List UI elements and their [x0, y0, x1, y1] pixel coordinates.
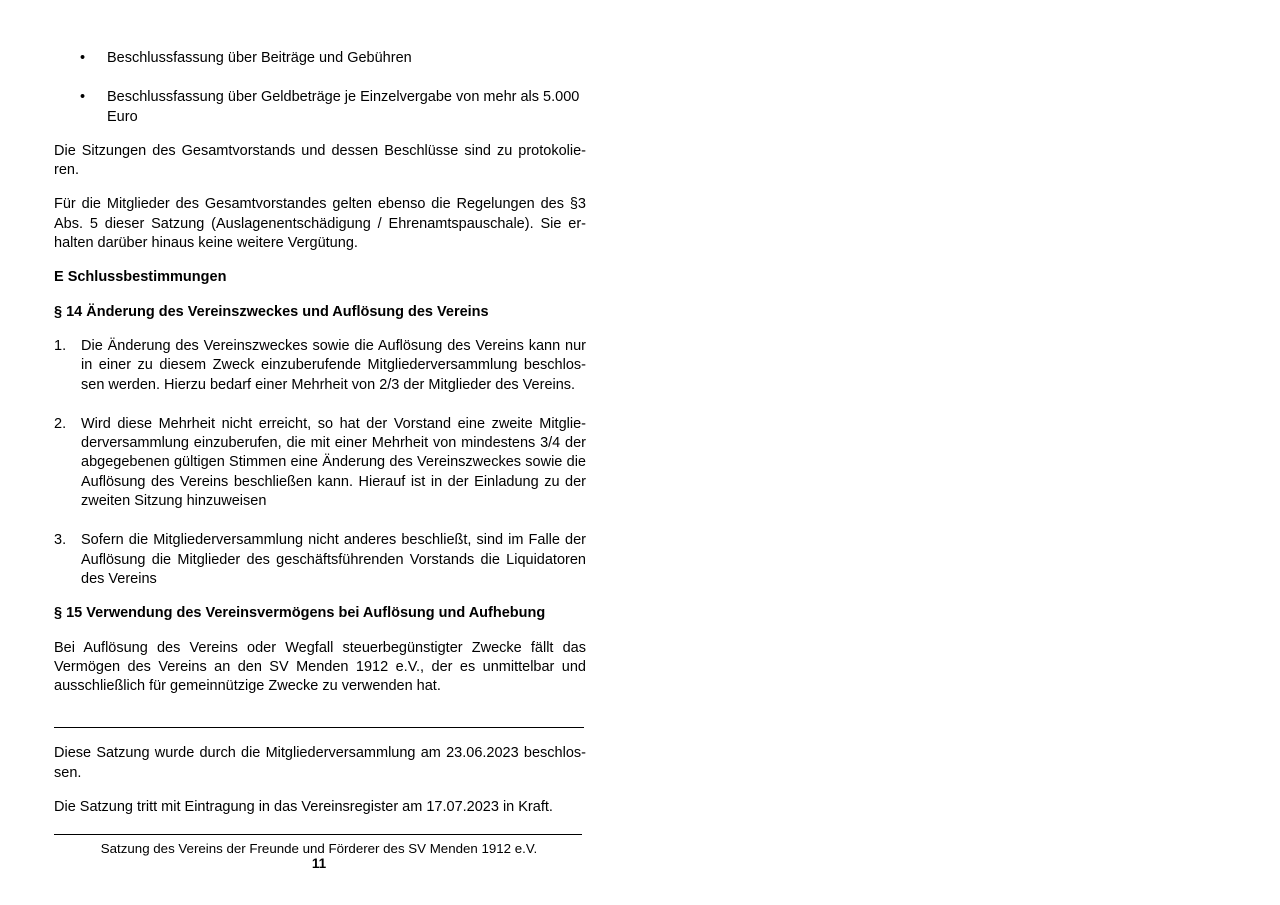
bullet-icon: • — [80, 50, 86, 66]
effective-note: Die Satzung tritt mit Eintragung in das Vereinsregister am 17.07.2023 in Kraft. — [54, 799, 553, 816]
footer-divider — [54, 834, 582, 835]
list-item — [54, 49, 586, 68]
list-item-text: Beschlussfassung über Beiträge und Gebühren — [107, 50, 412, 66]
paragraph-protocol: Die Sitzungen des Gesamtvorstands und dessen Beschlüsse sind zu protokolieren. — [54, 142, 586, 179]
item-text: Die Änderung des Vereinszweckes sowie die Auflösung des Vereins kann nur in einer zu diesem Zweck einzuberufende Mitgliederversammlung beschlossen werden. Hierzu bedarf einer Mehrheit von 2/3 der Mitglieder des Vereins. — [81, 337, 586, 393]
footer-title: Satzung des Vereins der Freunde und Förderer des SV Menden 1912 e.V. — [100, 841, 538, 856]
item-text: Wird diese Mehrheit nicht erreicht, so hat der Vorstand eine zweite Mitgliederversammlung einzuberufen, die mit einer Mehrheit von mindestens 3/4 der abgegebenen gültigen Stimmen eine Änderung des Vereinszweckes sowie die Auflösung des Vereins beschließen kann. Hierauf ist in der Einladung zu der zweiten Sitzung hinzuweisen — [81, 415, 586, 510]
item-text: Sofern die Mitgliederversammlung nicht anderes beschließt, sind im Falle der Auflösung die Mitglieder des geschäftsführenden Vorstands die Liquidatoren des Vereins — [81, 532, 586, 587]
numbered-item — [54, 531, 586, 589]
section-15-text: Bei Auflösung des Vereins oder Wegfall steuerbegünstigter Zwecke fällt das Vermögen des Vereins an den SV Menden 1912 e.V., der es unmittelbar und ausschließlich für gemeinnützige Zwecke zu verwenden hat. — [54, 639, 586, 695]
page-footer — [54, 841, 584, 871]
list-item — [54, 88, 586, 127]
adoption-note: Diese Satzung wurde durch die Mitgliederversammlung am 23.06.2023 beschlossen. — [54, 745, 586, 781]
item-number: 2. — [54, 415, 67, 432]
list-item-text: Beschlussfassung über Geldbeträge je Einzelvergabe von mehr als 5.000 Euro — [107, 89, 580, 125]
item-number: 3. — [54, 532, 67, 549]
section-15-heading: § 15 Verwendung des Vereinsvermögens bei Auflösung und Aufhebung — [54, 605, 546, 622]
text-column — [54, 49, 586, 835]
numbered-item — [54, 337, 586, 395]
numbered-item — [54, 415, 586, 511]
section-14-heading: § 14 Änderung des Vereinszweckes und Auflösung des Vereins — [54, 303, 489, 320]
paragraph-compensation: Für die Mitglieder des Gesamtvorstandes gelten ebenso die Regelungen des §3 Abs. 5 dieser Satzung (Auslagenentschädigung / Ehrenamtspauschale). Sie erhalten darüber hinaus keine weitere Vergütung. — [54, 196, 586, 252]
divider-line — [54, 727, 584, 728]
item-number: 1. — [54, 337, 67, 354]
bullet-icon: • — [80, 89, 86, 106]
section-e-heading: E Schlussbestimmungen — [54, 269, 227, 286]
page-number: 11 — [311, 856, 327, 871]
